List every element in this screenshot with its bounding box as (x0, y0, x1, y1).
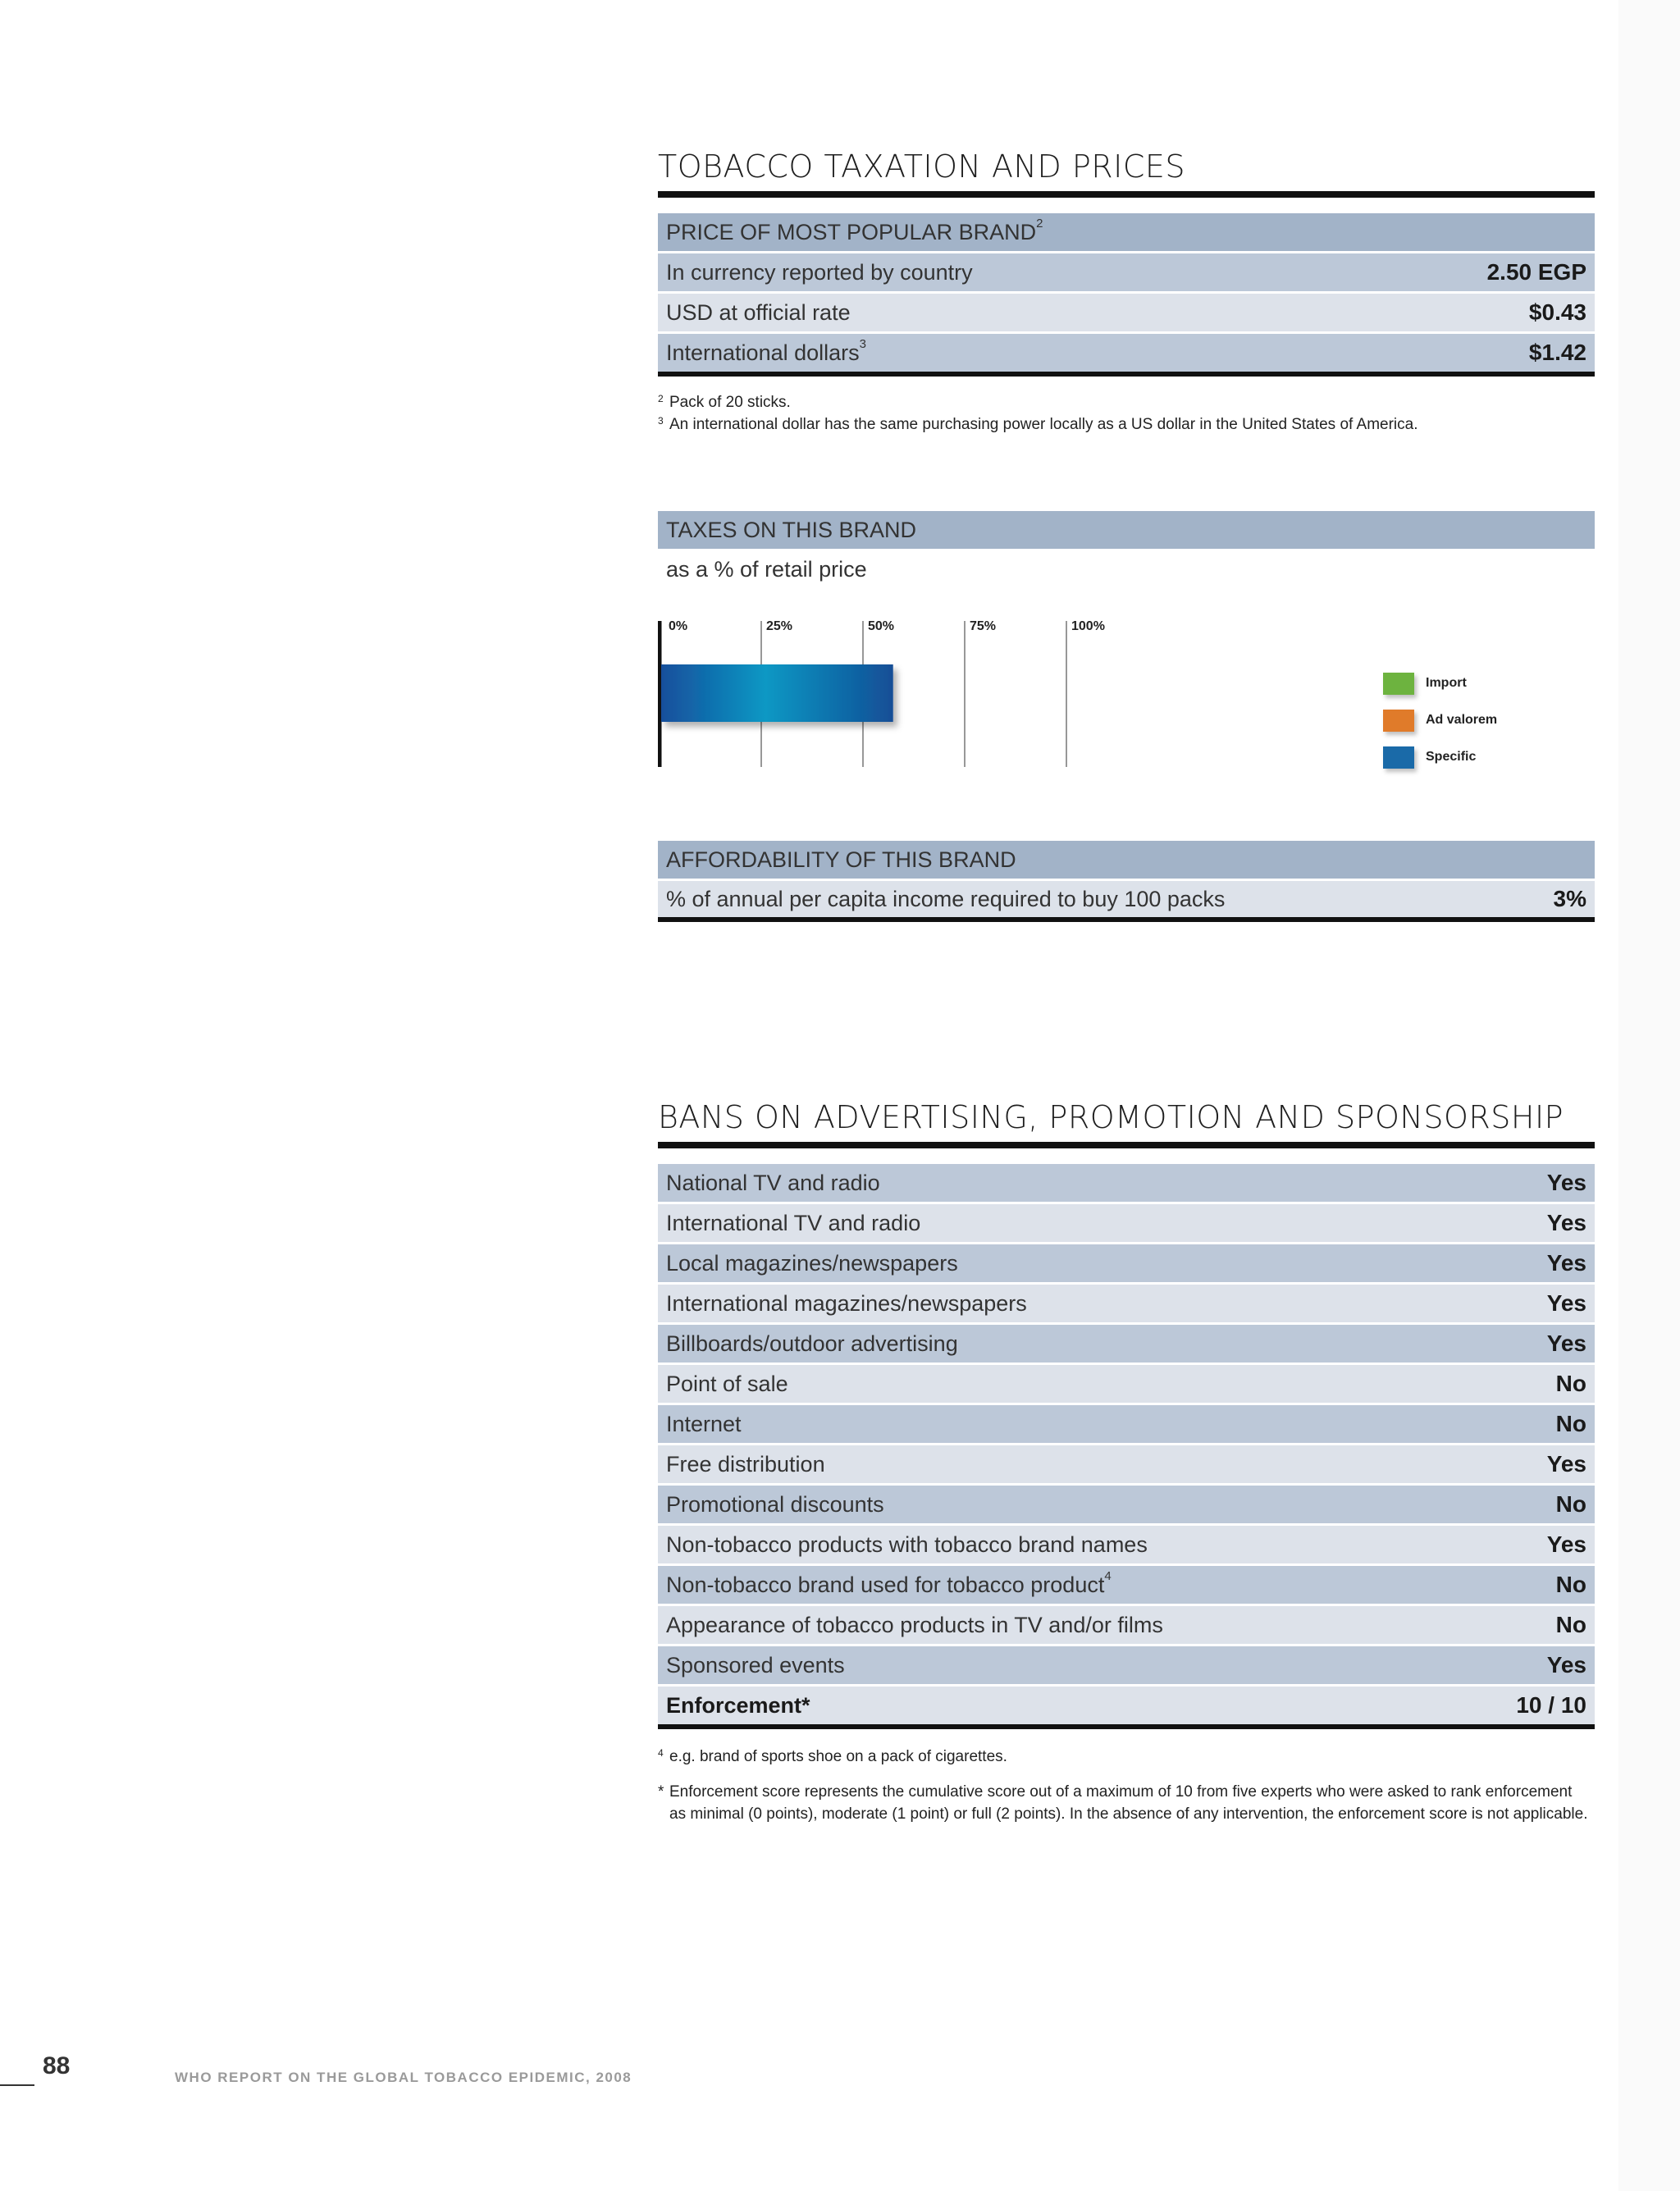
footnote (658, 391, 1595, 413)
footnote-ref: 2 (1036, 216, 1043, 231)
ban-row-label-wrap (666, 1372, 788, 1397)
legend-label: Ad valorem (1426, 713, 1498, 727)
ban-row-label: National TV and radio (666, 1170, 880, 1195)
taxes-header-label: TAXES ON THIS BRAND (666, 517, 917, 542)
ban-row-label-wrap (666, 1331, 958, 1357)
bar-specific (661, 664, 893, 722)
taxes-section (658, 511, 1595, 590)
ban-row-label: Non-tobacco brand used for tobacco product (666, 1572, 1105, 1597)
ban-row-label: International TV and radio (666, 1210, 921, 1235)
ban-row-value: Yes (1546, 1170, 1586, 1195)
ban-row-label: Internet (666, 1411, 742, 1436)
ban-row (658, 1405, 1595, 1445)
ban-row-label-wrap (666, 1291, 1027, 1317)
section-title: TOBACCO TAXATION AND PRICES (658, 148, 1186, 185)
footnote (658, 1746, 1595, 1768)
tax-chart (658, 611, 1595, 775)
affordability-section (658, 841, 1595, 922)
tick-label: 25% (766, 619, 793, 633)
ban-row-label-wrap (666, 1532, 1148, 1558)
ban-row-label: Non-tobacco products with tobacco brand names (666, 1531, 1148, 1557)
ban-row-value: No (1555, 1572, 1586, 1597)
ban-row-value: No (1555, 1612, 1586, 1637)
ban-row (658, 1566, 1595, 1606)
tick-label: 0% (669, 619, 688, 633)
ban-row-value: 10 / 10 (1516, 1692, 1586, 1718)
footnote-text: An international dollar has the same purchasing power locally as a US dollar in the United States of America. (669, 416, 1418, 433)
ban-row-value: Yes (1546, 1250, 1586, 1276)
ban-row-label: Enforcement* (666, 1692, 810, 1718)
affordability-row (658, 881, 1595, 917)
ban-row-label-wrap (666, 1613, 1163, 1638)
ban-row (658, 1486, 1595, 1526)
ban-row (658, 1445, 1595, 1486)
price-row-label: International dollars (666, 340, 860, 365)
ban-row-label: International magazines/newspapers (666, 1290, 1027, 1316)
ban-row (658, 1204, 1595, 1244)
price-row (658, 294, 1595, 334)
ban-row (658, 1646, 1595, 1687)
running-title: WHO REPORT ON THE GLOBAL TOBACCO EPIDEMIC, 2008 (175, 2070, 632, 2085)
footnote-ref: 4 (1104, 1568, 1112, 1583)
ban-row-label: Promotional discounts (666, 1491, 884, 1517)
price-row-value: 2.50 EGP (1486, 259, 1586, 285)
tick-label: 100% (1071, 619, 1105, 633)
ban-row-label-wrap (666, 1568, 1112, 1598)
price-row (658, 334, 1595, 372)
ban-row-value: Yes (1546, 1210, 1586, 1235)
taxation-footnotes (658, 391, 1595, 436)
footnote-ref: 3 (859, 336, 866, 351)
footnote-mark: 2 (658, 393, 664, 404)
ban-row (658, 1285, 1595, 1325)
ban-row (658, 1606, 1595, 1646)
price-row-label: In currency reported by country (666, 259, 973, 285)
ban-row-value: Yes (1546, 1531, 1586, 1557)
footnote-text: e.g. brand of sports shoe on a pack of cigarettes. (669, 1748, 1007, 1765)
ban-row-value: No (1555, 1371, 1586, 1396)
legend-label: Import (1426, 676, 1467, 690)
tick-label: 50% (868, 619, 895, 633)
price-row-value: $1.42 (1528, 340, 1586, 365)
affordability-header-label: AFFORDABILITY OF THIS BRAND (666, 847, 1016, 872)
section-title: BANS ON ADVERTISING, PROMOTION AND SPONSORSHIP (658, 1099, 1564, 1135)
page-number: 88 (43, 2052, 71, 2079)
tick-label: 75% (970, 619, 997, 633)
footnote (658, 413, 1595, 436)
ban-row (658, 1325, 1595, 1365)
bans-footnotes (658, 1746, 1595, 1825)
legend-swatch (1383, 710, 1414, 732)
price-header (658, 213, 1595, 253)
footnote-mark: 4 (658, 1747, 664, 1759)
table-bottom-rule (658, 372, 1595, 377)
legend-label: Specific (1426, 750, 1477, 764)
enforcement-row (658, 1687, 1595, 1724)
ban-row-label: Local magazines/newspapers (666, 1250, 958, 1276)
footnote-text: Enforcement score represents the cumulative score out of a maximum of 10 from five experts who were asked to rank enforcement as minimal (0 points), moderate (1 point) or full (2 points). In the absence of any intervention, the enforcement score is not applicable. (669, 1783, 1588, 1823)
footnote (658, 1781, 1595, 1825)
ban-row-label: Billboards/outdoor advertising (666, 1331, 958, 1356)
ban-row-value: No (1555, 1411, 1586, 1436)
ban-row-label-wrap (666, 1492, 884, 1518)
title-rule (658, 1142, 1595, 1148)
ban-row-value: Yes (1546, 1331, 1586, 1356)
taxes-header (658, 511, 1595, 549)
price-header-label: PRICE OF MOST POPULAR BRAND (666, 219, 1037, 244)
ban-row-label: Appearance of tobacco products in TV and/or films (666, 1612, 1163, 1637)
ban-row-label-wrap (666, 1251, 958, 1276)
ban-row-label-wrap (666, 1211, 920, 1236)
taxation-section (658, 148, 1595, 436)
footnote-mark: * (658, 1783, 664, 1801)
ban-row (658, 1365, 1595, 1405)
ban-row-value: Yes (1546, 1451, 1586, 1477)
bans-table (658, 1164, 1595, 1724)
ban-row-label-wrap (666, 1693, 810, 1719)
affordability-header (658, 841, 1595, 879)
ban-row-label-wrap (666, 1452, 825, 1477)
title-rule (658, 191, 1595, 198)
ban-row-label: Point of sale (666, 1371, 788, 1396)
legend-swatch (1383, 746, 1414, 769)
ban-row (658, 1164, 1595, 1204)
price-row (658, 253, 1595, 294)
footnote-mark: 3 (658, 415, 664, 427)
legend-swatch (1383, 673, 1414, 695)
ban-row-label-wrap (666, 1412, 742, 1437)
price-row-label: USD at official rate (666, 299, 851, 325)
ban-row (658, 1244, 1595, 1285)
page-edge-shade (1618, 0, 1680, 2191)
ban-row-label: Sponsored events (666, 1652, 845, 1677)
ban-row (658, 1526, 1595, 1566)
ban-row-value: No (1555, 1491, 1586, 1517)
footnote-text: Pack of 20 sticks. (669, 394, 791, 411)
affordability-value: 3% (1553, 886, 1586, 911)
chart-subtitle: as a % of retail price (666, 557, 867, 582)
ban-row-label-wrap (666, 1653, 845, 1678)
ban-row-label-wrap (666, 1171, 880, 1196)
ban-row-label: Free distribution (666, 1451, 825, 1477)
page-number-rule (0, 2084, 34, 2086)
affordability-label: % of annual per capita income required to buy 100 packs (666, 886, 1226, 911)
price-row-value: $0.43 (1528, 299, 1586, 325)
ban-row-value: Yes (1546, 1652, 1586, 1677)
table-bottom-rule (658, 1724, 1595, 1729)
table-bottom-rule (658, 917, 1595, 922)
ban-row-value: Yes (1546, 1290, 1586, 1316)
bans-section (658, 1098, 1595, 1825)
